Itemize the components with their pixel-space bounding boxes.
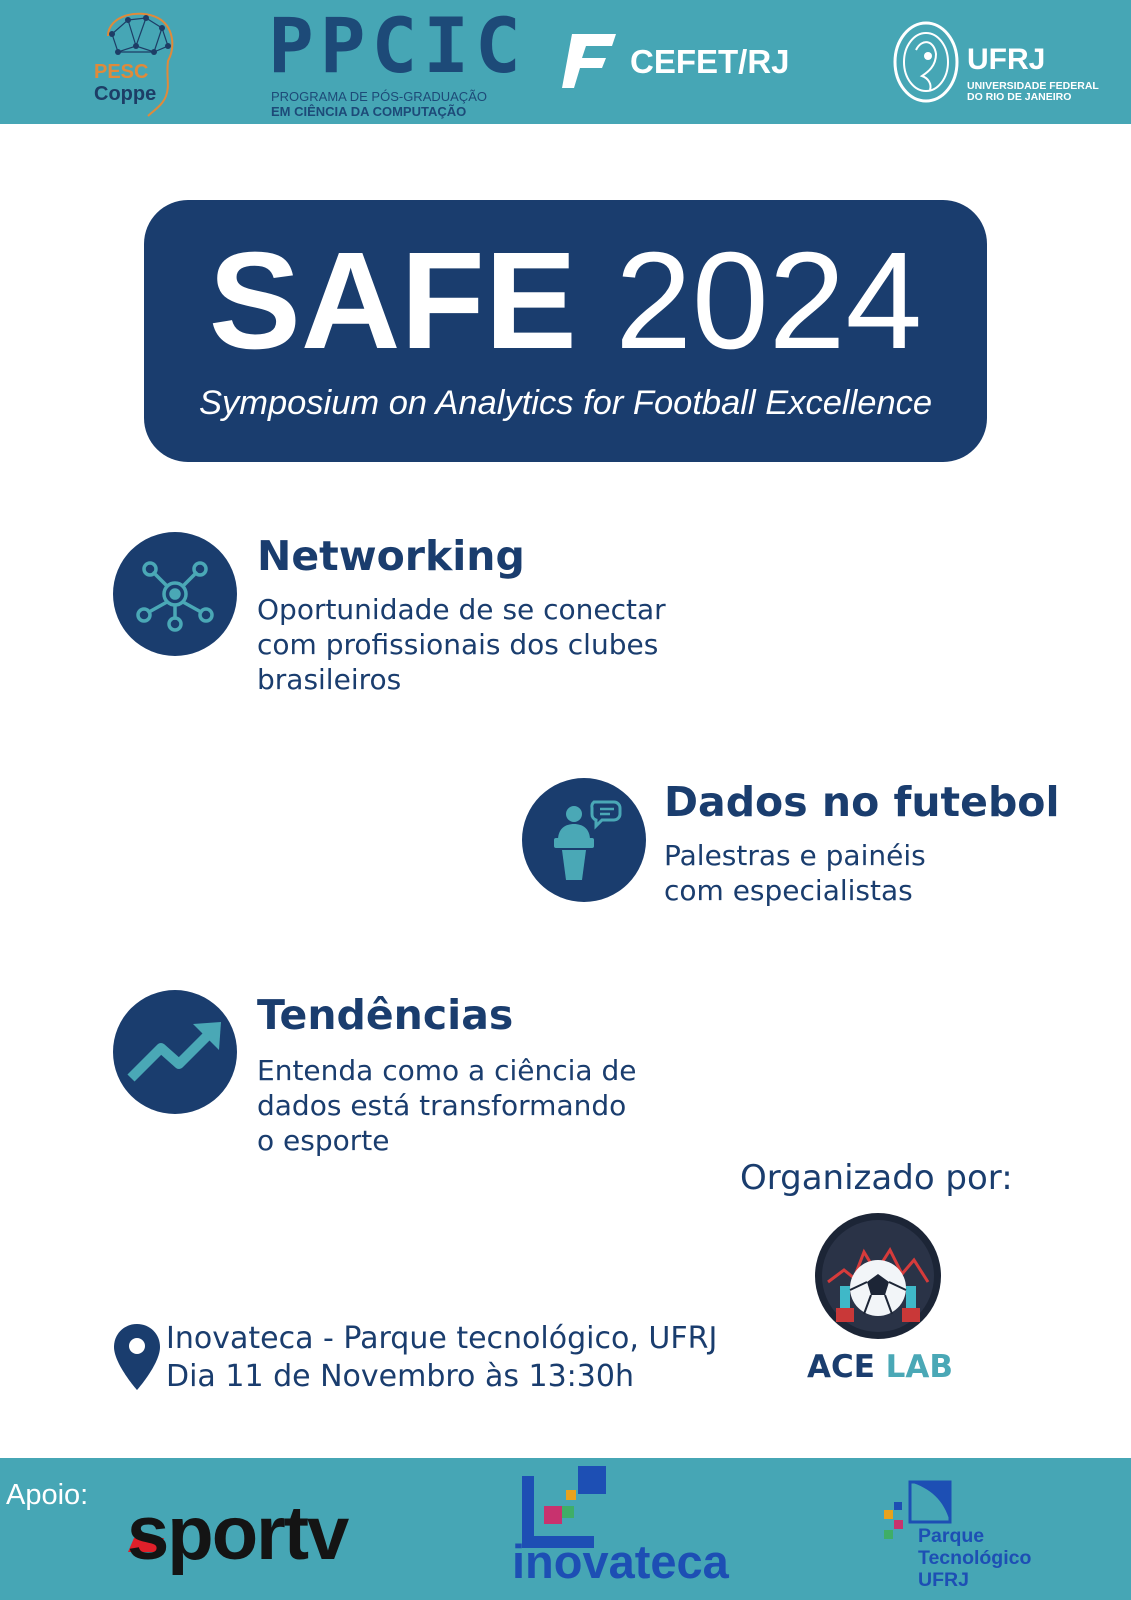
feature-title-tendencias: Tendências xyxy=(257,991,514,1039)
feature-desc-line: brasileiros xyxy=(257,663,402,696)
feature-desc-line: dados está transformando xyxy=(257,1089,627,1122)
support-label: Apoio: xyxy=(6,1479,89,1511)
event-title xyxy=(144,226,987,376)
feature-desc-line: Palestras e painéis xyxy=(664,839,926,872)
cefet-logo-icon xyxy=(562,30,618,92)
pesc-coppe-logo xyxy=(88,6,184,118)
location-venue: Inovateca - Parque tecnológico, UFRJ xyxy=(166,1321,718,1356)
parque-text-3: UFRJ xyxy=(918,1569,969,1591)
event-subtitle: Symposium on Analytics for Football Excellence xyxy=(198,384,933,422)
feature-title-dados: Dados no futebol xyxy=(664,778,1060,826)
cefet-logo-text: CEFET/RJ xyxy=(630,43,790,80)
ufrj-crest-icon xyxy=(892,20,960,104)
acelab-name-part2: LAB xyxy=(885,1349,954,1385)
feature-desc-line: Entenda como a ciência de xyxy=(257,1054,637,1087)
feature-desc-line: o esporte xyxy=(257,1124,390,1157)
ppcic-logo-text: PPCIC xyxy=(268,1,527,90)
pesc-text: PESC xyxy=(94,61,149,83)
inovateca-logo-text: inovateca xyxy=(512,1535,729,1588)
parque-text-1: Parque xyxy=(918,1525,985,1547)
location-date: Dia 11 de Novembro às 13:30h xyxy=(166,1359,634,1394)
parque-text-2: Tecnológico xyxy=(918,1547,1032,1569)
ufrj-logo-text: UFRJ xyxy=(967,43,1046,76)
coppe-text: Coppe xyxy=(94,83,157,105)
event-title-year: 2024 xyxy=(615,224,923,378)
ufrj-subtitle-2: DO RIO DE JANEIRO xyxy=(967,91,1072,103)
network-icon xyxy=(113,532,237,656)
feature-desc-line: Oportunidade de se conectar xyxy=(257,593,666,626)
feature-title-networking: Networking xyxy=(257,532,525,580)
acelab-name-part1: ACE xyxy=(806,1349,875,1385)
acelab-name xyxy=(780,1347,980,1387)
speaker-podium-icon xyxy=(522,778,646,902)
event-title-name: SAFE xyxy=(208,224,577,378)
sportv-logo-text: sportv xyxy=(127,1491,348,1576)
acelab-logo-icon xyxy=(814,1212,942,1340)
feature-desc-line: com especialistas xyxy=(664,874,913,907)
organizer-label: Organizado por: xyxy=(740,1158,1013,1198)
title-banner xyxy=(144,200,987,462)
ppcic-subtitle-1: PROGRAMA DE PÓS-GRADUAÇÃO xyxy=(271,89,487,104)
trend-up-icon xyxy=(113,990,237,1114)
map-pin-icon xyxy=(112,1322,162,1392)
ufrj-subtitle-1: UNIVERSIDADE FEDERAL xyxy=(967,80,1099,92)
feature-desc-line: com profissionais dos clubes xyxy=(257,628,659,661)
ppcic-subtitle-2: EM CIÊNCIA DA COMPUTAÇÃO xyxy=(271,104,467,119)
